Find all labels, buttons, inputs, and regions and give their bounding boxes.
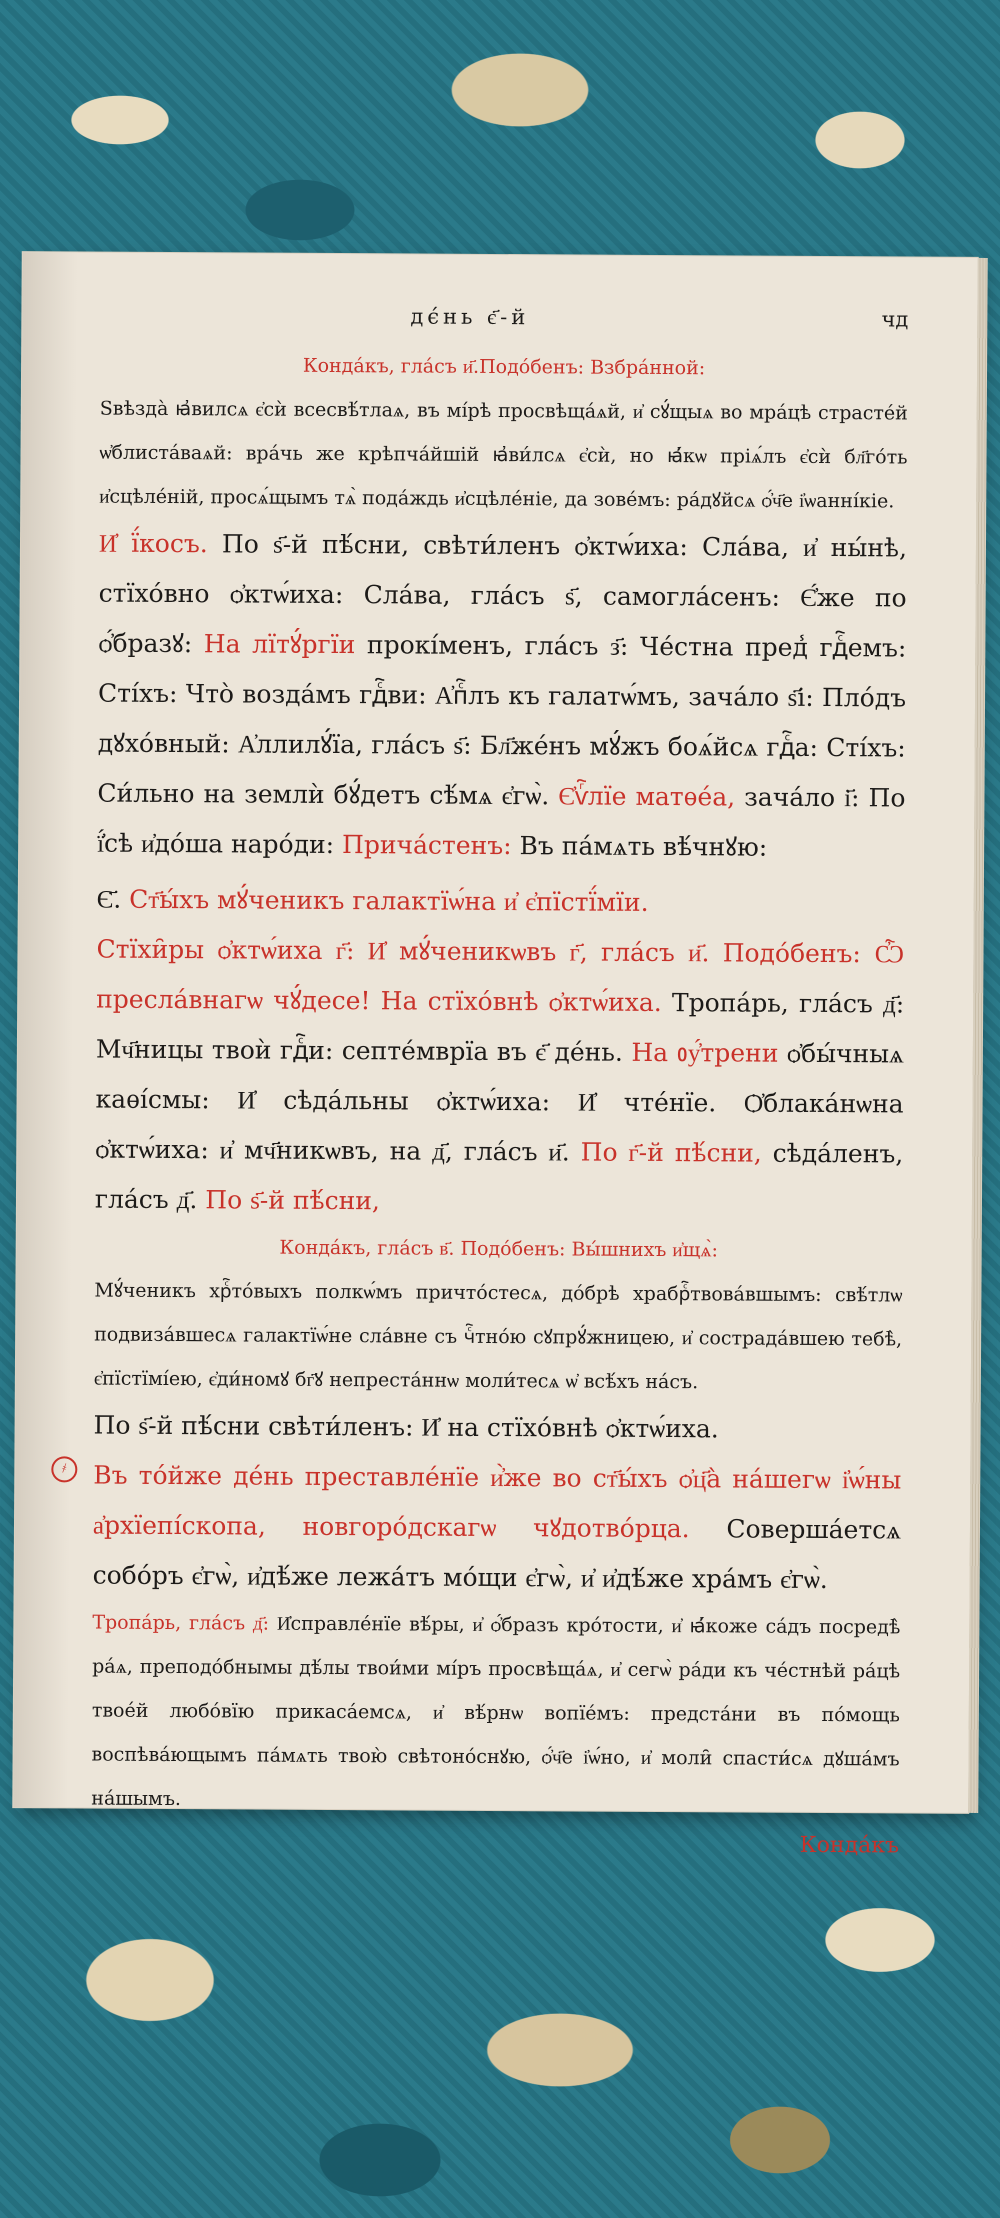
rubric-red: Прича́стенъ:: [341, 830, 512, 861]
page-gutter: [13, 252, 77, 1807]
rubric-text: Тропа́рь, гла́съ д҃: Мч҃ницы твоѝ гдⷭ҇и: септе́мврїа въ є҃ де́нь.: [95, 988, 905, 1067]
troparion: [91, 1601, 900, 1826]
troparion-heading: Тропа́рь, гла́съ д҃:: [92, 1611, 270, 1635]
iona-commemoration: [62, 1451, 902, 1606]
kontakion-text: Мꙋ́ченикъ хрⷭ҇то́выхъ полкѡ́мъ причто́стесѧ, до́брѣ храбрⷭ҇твова́вшымъ: свѣ́тлѡ подвиза́вшесѧ галактїѡ́не сла́вне съ чⷭ҇тно́ю сꙋпрꙋ́жницею, и҆ сострада́вшею тебѣ̀, є҆пїстїмі́ею, є҆ди́номꙋ бг҃ꙋ непреста́ннѡ моли́тесѧ ѡ҆ всѣ́хъ на́съ.: [93, 1279, 903, 1394]
rubric-red: И҆ ї́косъ.: [98, 528, 208, 559]
commemoration-title: Ст҃ы́хъ мꙋ́ченикъ галактїѡ́на и҆ є҆пїстї́мїи.: [121, 884, 649, 917]
feast-rank-icon: ҂: [51, 1456, 77, 1482]
kontakion-heading: Конда́къ, гла́съ в҃. Подо́бенъ: Вы́шнихъ и҆щѧ̀:: [279, 1236, 718, 1262]
rubric-text: По ѕ҃-й пѣ́сни, свѣти́ленъ ѻ҆ктѡ́иха: Сла́ва, и҆ ны́нѣ, стїхо́вно ѻ҆ктѡ́иха: Сла́ва, гла́съ ѕ҃, самогла́сенъ: Є҆́же по ѻ҆́бразꙋ:: [98, 529, 908, 659]
catchword: Конда́къ: [799, 1832, 900, 1859]
rubric-red: По ѕ҃-й пѣ́сни,: [197, 1185, 381, 1216]
rubric-text: Въ па́мѧть вѣ́чнꙋю:: [511, 831, 768, 862]
rubric-text: зача́ло і҃: По ї҆́сѣ и҆до́ша наро́ди:: [97, 782, 906, 860]
troparion-text: И҆справле́нїе вѣ́ры, и҆ ѻ҆́бразъ кро́тости, и҆ ꙗ҆́коже са́дъ посредѣ̀ ра́ѧ, преподо́бнымы дѣ́лы твои́ми мі́ръ просвѣща́ѧ, и҆ сегѡ̀ ра́ди къ че́стнѣй ра́цѣ твое́й любо́вїю прикаса́емсѧ, и҆ вѣ́рнѡ вопїе́мъ: предста́ни въ по́мощь воспѣва́ющымъ па́мѧть твою̀ свѣтоно́снꙋю, ѻ҆́ч҃е і҆ѡ́но, и҆ моли̑ спасти́сѧ дꙋша́мъ на́шымъ.: [91, 1612, 901, 1811]
martyrs-rubric: [95, 925, 905, 1230]
rubric-red: Є҆ѵⷢ҇лїе матѳе́а,: [549, 781, 736, 812]
header-day: дє́нь є҃-й: [410, 304, 530, 330]
rubric-paragraph: По ѕ҃-й пѣ́сни свѣти́ленъ: И҆ на стїхо́внѣ ѻ҆ктѡ́иха.: [93, 1410, 719, 1444]
kontakion-text: Ѕвѣзда̀ ꙗ҆вилсѧ є҆сѝ всесвѣ́тлаѧ, въ мі́рѣ просвѣща́ѧй, и҆ сꙋ́щыѧ во мра́цѣ страсте́й ѡ҆блиста́ваѧй: вра́чь же крѣпча́йшій ꙗ҆ви́лсѧ є҆сѝ, но ꙗ҆́кѡ пріѧ́лъ є҆сѝ бл҃го́ть и҆сцѣле́ній, просѧ́щымъ тѧ̀ пода́ждь и҆сцѣле́ніе, да зове́мъ: ра́дꙋйсѧ ѻ҆́ч҃е і҆ѡанні́кіе.: [99, 397, 908, 513]
book-page: [13, 252, 977, 1859]
page-number: чд: [881, 307, 909, 332]
commemoration-number: Є҃.: [96, 884, 122, 914]
rubric-red: На стїхо́внѣ ѻ҆ктѡ́иха.: [370, 986, 662, 1018]
running-header: [100, 303, 908, 348]
rubric-text: ѻ҆бы́чныѧ каѳі́смы: И҆ сѣда́льны ѻ҆ктѡ́иха: И҆ чте́нїе. Ѻ҆блака́нѡна ѻ҆ктѡ́иха: и҆ мч҃никѡвъ, на д҃, гла́съ и҃.: [95, 1038, 904, 1167]
commemoration-title: Въ то́йже де́нь преставле́нїе и҆̀же во ст҃ы́хъ ѻ҆ц҃а̀ на́шегѡ і҆ѡ́ны а҆рхїепі́скопа, новгоро́дскагѡ чꙋдотво́рца.: [92, 1460, 902, 1544]
page-text: [62, 303, 909, 1859]
rubric-text: прокі́менъ, гла́съ з҃: Че́стна пред̾ гдⷭ҇емъ: Сті́хъ: Что̀ возда́мъ гдⷭ҇ви: А҆пⷭ҇лъ къ галатѡ́мъ, зача́ло ѕ҃і: Пло́дъ дꙋхо́вный: А҆ллилꙋ́їа, гла́съ ѕ҃: Бл҃же́нъ мꙋ́жъ боѧ́йсѧ гдⷭ҇а: Сті́хъ: Си́льно на землѝ бꙋ́детъ сѣ́мѧ є҆гѡ̀.: [97, 630, 907, 811]
rubric-red: По г҃-й пѣ́сни,: [569, 1137, 762, 1168]
rubric-red: Стїхи̑ры ѻ҆ктѡ́иха г҃: И҆ мꙋ́ченикѡвъ г҃, гла́съ и҃. Подо́бенъ: Ѽ пресла́внагѡ чꙋ́десе!: [96, 934, 905, 1016]
rubric-text: сѣда́ленъ, гла́съ д҃.: [94, 1138, 904, 1215]
rubric-text: Соверша́етсѧ собо́ръ є҆гѡ̀, и҆дѣ́же лежа́тъ мо́щи є҆гѡ̀, и҆ и҆дѣ́же хра́мъ є҆гѡ̀.: [92, 1514, 902, 1595]
martyrs-heading: [97, 875, 905, 930]
rubric-red: На лїтꙋ́ргїи: [192, 629, 356, 660]
rubric-red: На ᲂу҆́трени: [622, 1037, 779, 1068]
rubric-paragraph: [97, 519, 907, 874]
kontakion-heading: Конда́къ, гла́съ и҃.Подо́бенъ: Взбра́нной:: [302, 354, 706, 380]
page-edge: [968, 258, 987, 1813]
